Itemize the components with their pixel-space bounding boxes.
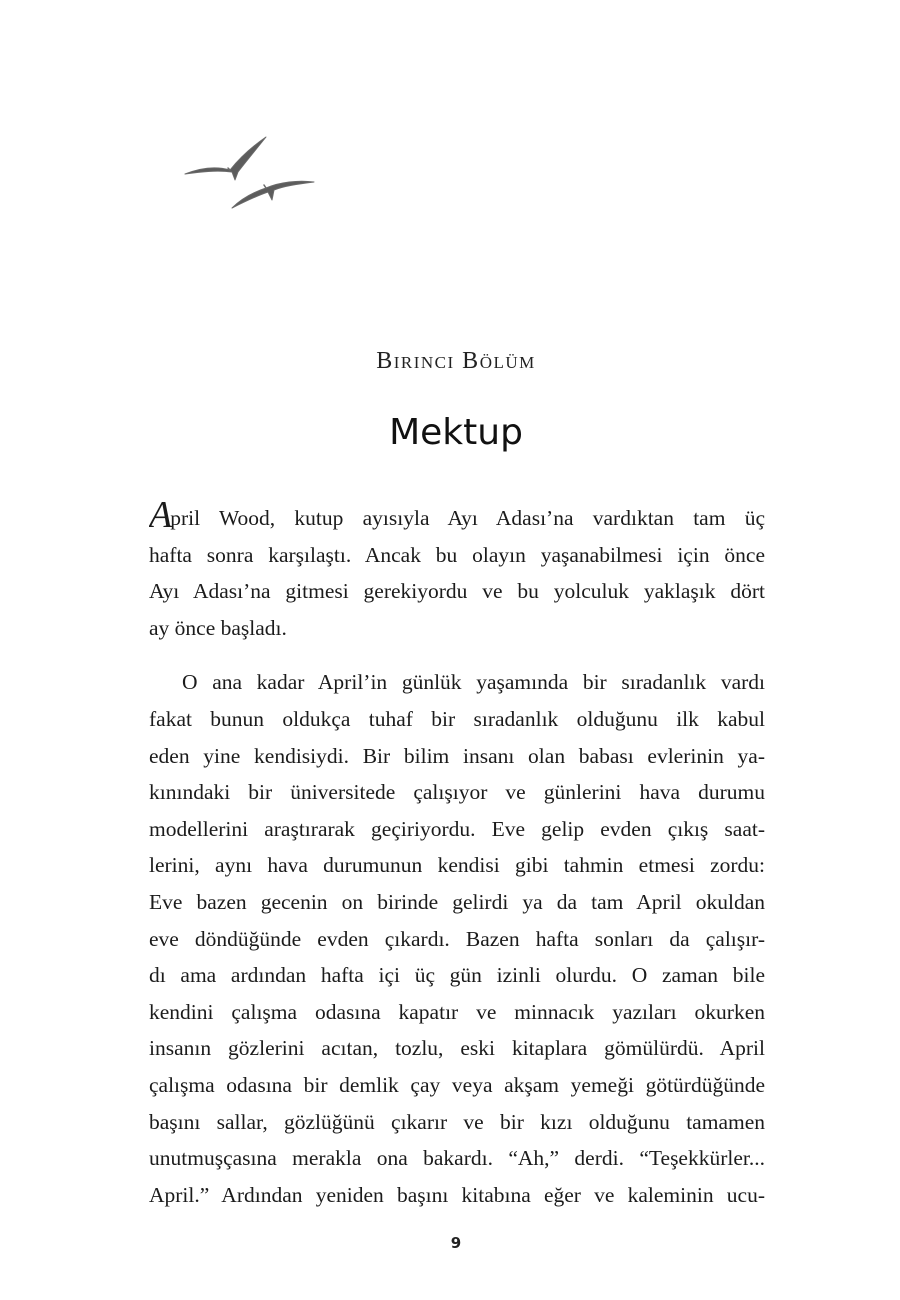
text-line: çalışma odasına bir demlik çay veya akşam yemeği götürdüğünde [149,1072,765,1097]
text-line: başını sallar, gözlüğünü çıkarır ve bir kızı olduğunu tamamen [149,1109,765,1134]
text-line: April.” Ardından yeniden başını kitabına eğer ve kaleminin ucu- [149,1182,765,1207]
text-line: eden yine kendisiydi. Bir bilim insanı olan babası evlerinin ya- [149,743,765,768]
text-line: ay önce başladı. [149,615,287,640]
page-number: 9 [450,1234,462,1252]
text-line: lerini, aynı hava durumunun kendisi gibi tahmin etmesi zordu: [149,853,765,878]
text-line: hafta sonra karşılaştı. Ancak bu olayın yaşanabilmesi için önce [149,542,765,567]
text-line: modellerini araştırarak geçiriyordu. Eve gelip evden çıkış saat- [149,816,765,841]
text-line: insanın gözlerini acıtan, tozlu, eski kitaplara gömülürdü. April [149,1036,765,1061]
seagulls-icon [180,130,320,220]
text-line: eve döndüğünde evden çıkardı. Bazen hafta sonları da çalışır- [149,926,765,951]
text-line: Eve bazen gecenin on birinde gelirdi ya da tam April okuldan [149,889,765,914]
paragraph [149,500,765,646]
drop-cap: A [149,500,171,536]
text-line: April Wood, kutup ayısıyla Ayı Adası’na vardıktan tam üç [149,500,765,537]
text-line: O ana kadar April’in günlük yaşamında bir sıradanlık vardı [182,670,765,695]
text-line: unutmuşçasına merakla ona bakardı. “Ah,” derdi. “Teşekkürler... [149,1146,765,1171]
text-line: kendini çalışma odasına kapatır ve minnacık yazıları okurken [149,999,765,1024]
chapter-label: Birinci Bölüm [376,348,536,374]
text-line: fakat bunun oldukça tuhaf bir sıradanlık olduğunu ilk kabul [149,706,765,731]
chapter-title: Mektup [389,412,523,453]
text-line: Ayı Adası’na gitmesi gerekiyordu ve bu yolculuk yaklaşık dört [149,579,765,604]
paragraph [149,664,765,1213]
text-line: dı ama ardından hafta içi üç gün izinli olurdu. O zaman bile [149,963,765,988]
text-line: kınındaki bir üniversitede çalışıyor ve günlerini hava durumu [149,780,765,805]
body-text [149,500,765,1213]
